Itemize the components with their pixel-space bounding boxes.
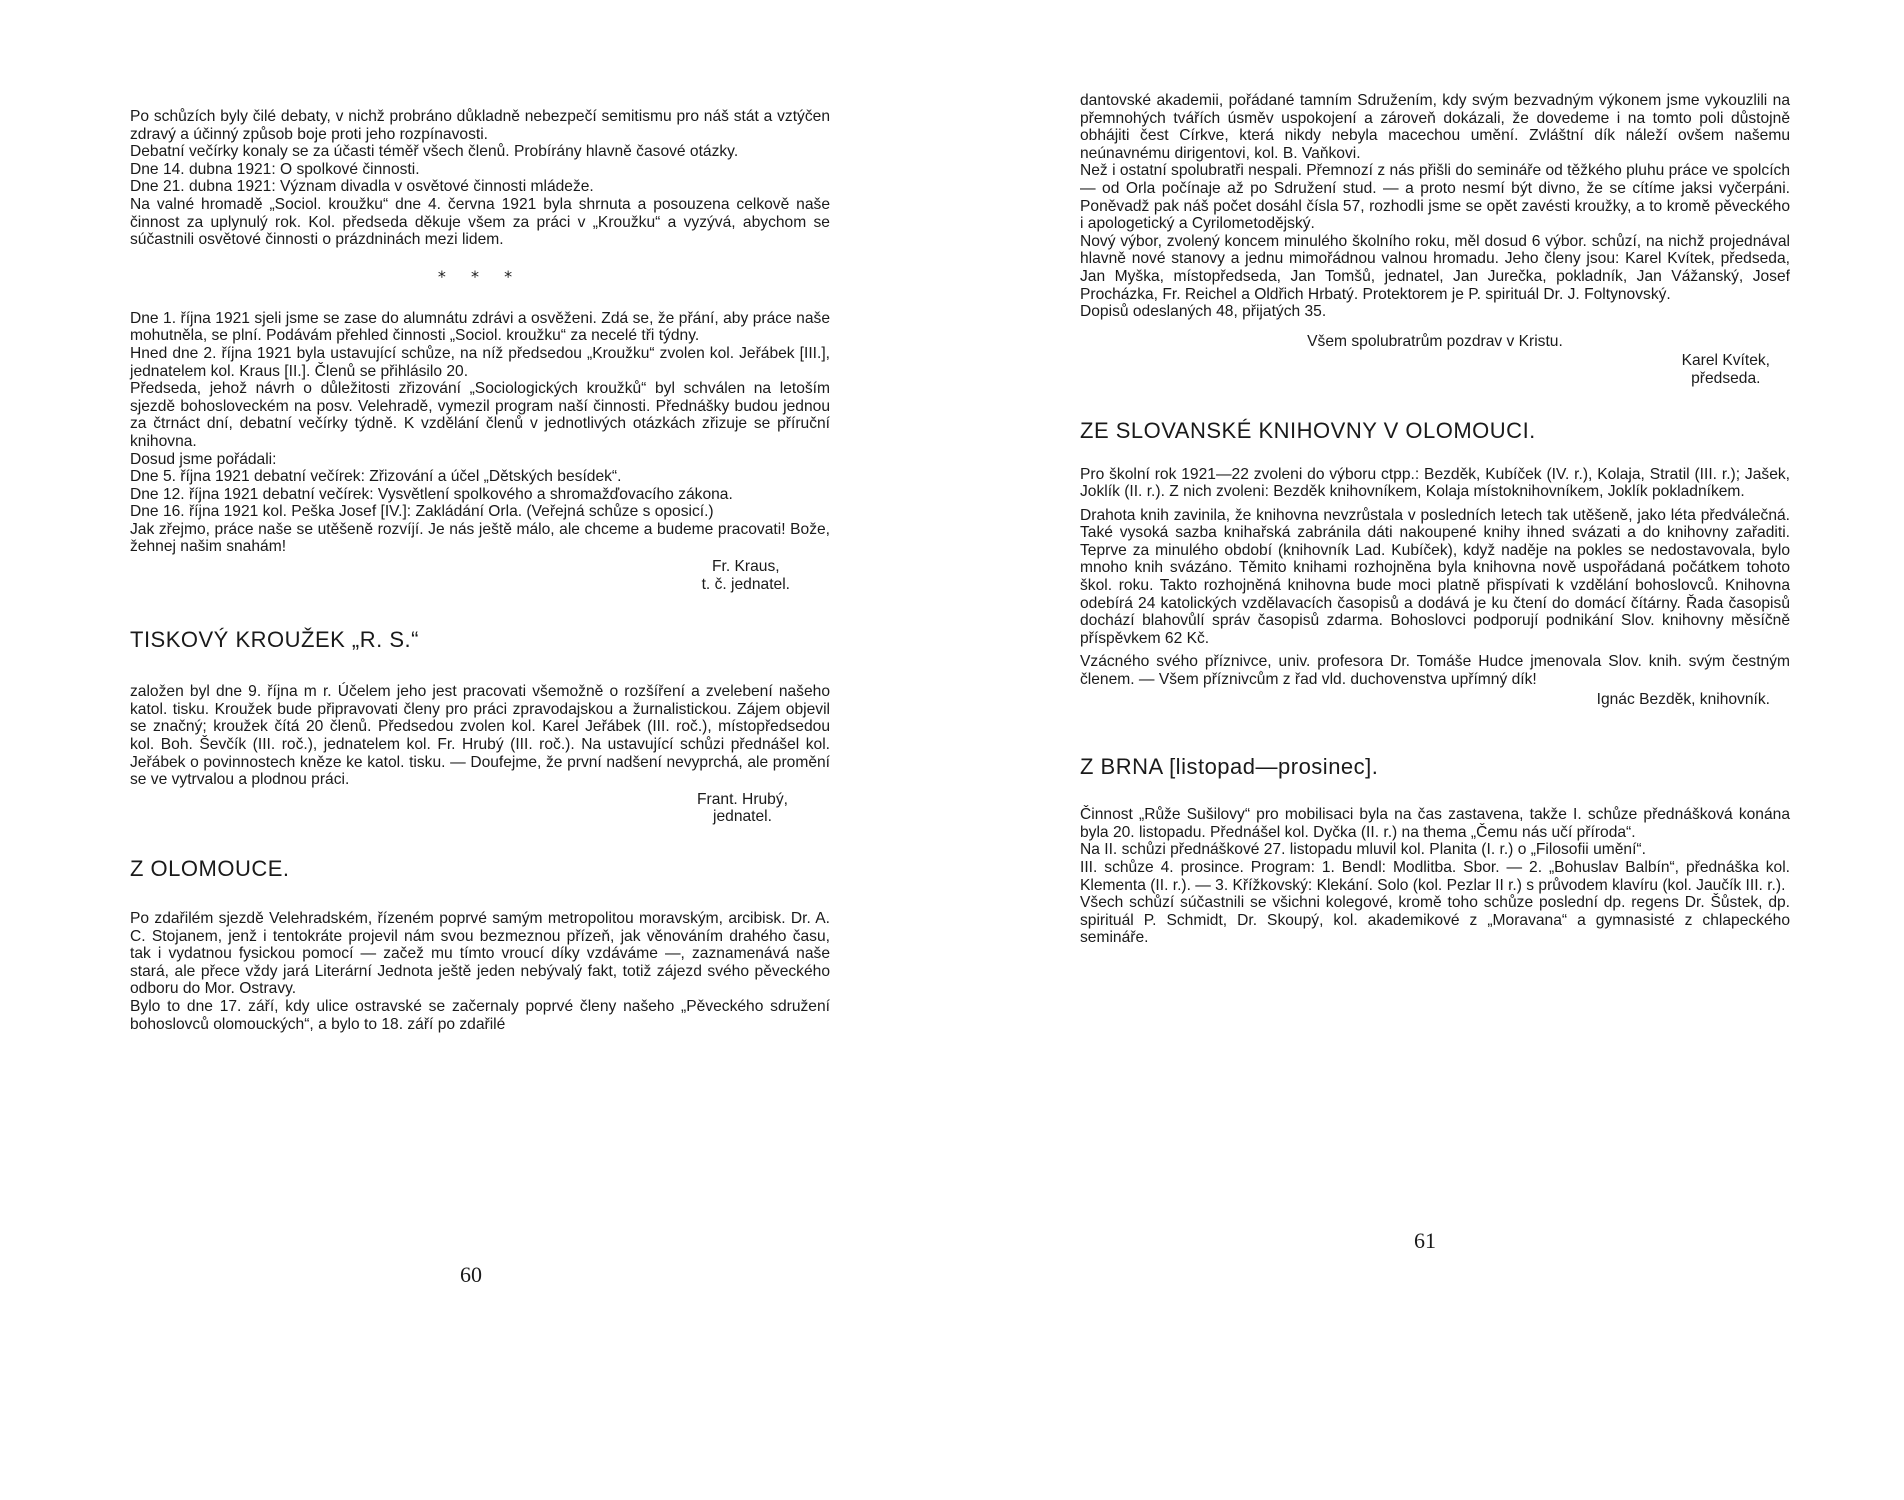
signature-name: Karel Kvítek, [1681,352,1770,370]
paragraph: Debatní večírky konaly se za účasti téměř všech členů. Probírány hlavně časové otázky. [130,143,739,161]
paragraph: Dosud jsme pořádali: [130,450,277,468]
section-divider-stars: * * * [437,266,523,286]
signature-role: jednatel. [713,808,772,826]
paragraph: Po schůzích byly čilé debaty, v nichž probráno důkladně nebezpečí semitismu pro náš stát a vztýčen zdravý a účinný způsob boje proti jeho rozpínavosti. [130,108,830,143]
paragraph: Dne 21. dubna 1921: Význam divadla v osvětové činnosti mládeže. [130,178,594,196]
paragraph: Předseda, jehož návrh o důležitosti zřizování „Sociologických kroužků“ byl schválen na letoším sjezdě bohosloveckém na posv. Velehradě, vymezil program naší činnosti. Přednášky budou jednou za čtrnáct dní, debatní večírky týdně. K vzdělání členů v jednotlivých otázkách zřizuje se příruční knihovna. [130,380,830,450]
signature-role: t. č. jednatel. [701,575,790,593]
paragraph: Na II. schůzi přednáškové 27. listopadu mluvil kol. Planita (I. r.) o „Filosofii umění“. [1080,841,1646,859]
paragraph: Dne 12. října 1921 debatní večírek: Vysvětlení spolkového a shromažďovacího zákona. [130,485,733,503]
greeting: Všem spolubratrům pozdrav v Kristu. [1307,332,1563,350]
signature-role: předseda. [1691,369,1761,387]
paragraph: Dne 16. října 1921 kol. Peška Josef [IV.]: Zakládání Orla. (Veřejná schůze s oposicí.) [130,503,714,521]
paragraph: Činnost „Růže Sušilovy“ pro mobilisaci byla na čas zastavena, takže I. schůze přednášková konána byla 20. listopadu. Přednášel kol. Dyčka (II. r.) na thema „Čemu nás učí příroda“. [1080,806,1790,841]
paragraph: Dopisů odeslaných 48, přijatých 35. [1080,303,1327,321]
paragraph: Pro školní rok 1921—22 zvoleni do výboru ctpp.: Bezděk, Kubíček (IV. r.), Kolaja, Stratil (III. r.); Jašek, Joklík (II. r.). Z nich zvoleni: Bezděk knihovníkem, Kolaja místoknihovníkem, Joklík pokladníkem. [1080,465,1790,501]
page-number: 60 [460,1262,482,1287]
signature-name: Frant. Hrubý, [697,790,788,808]
signature-name: Fr. Kraus, [711,558,780,576]
paragraph: Dne 14. dubna 1921: O spolkové činnosti. [130,160,420,178]
signature-kvitek [1080,352,1770,387]
section-heading-z-olomouce: Z OLOMOUCE. [130,856,290,881]
right-column [1080,92,1790,947]
paragraph: Dne 1. října 1921 sjeli jsme se zase do alumnátu zdrávi a osvěženi. Zdá se, že přání, aby práce naše mohutněla, se plní. Podávám přehled činnosti „Sociol. kroužku“ za necelé tři týdny. [130,309,830,345]
paragraph: Vzácného svého příznivce, univ. profesora Dr. Tomáše Hudce jmenovala Slov. knih. svým čestným členem. — Všem příznivcům z řad vld. duchovenstva upřímný dík! [1080,653,1790,689]
paragraph: Než i ostatní spolubratři nespali. Přemnozí z nás přišli do semináře od těžkého pluhu práce ve spolcích — od Orla počínaje až po Sdružení stud. — a proto nesmí být divno, že se cítíme jaksi vyčerpáni. Poněvadž pak náš počet dosáhl čísla 57, rozhodli jsme se opět zavésti kroužky, a to kromě pěveckého i apologetický a Cyrilometodějský. [1080,162,1790,233]
paragraph: Na valné hromadě „Sociol. kroužku“ dne 4. června 1921 byla shrnuta a posouzena celkově naše činnost za uplynulý rok. Kol. předseda děkuje všem za práci v „Kroužku“ a vyzývá, abychom se súčastnili osvětové činnosti o prázdninách mezi lidem. [130,195,830,249]
page-number: 61 [1414,1228,1436,1253]
paragraph: Dne 5. října 1921 debatní večírek: Zřizování a účel „Dětských besídek“. [130,468,622,486]
section-heading-z-brna: Z BRNA [listopad—prosinec]. [1080,754,1379,780]
paragraph: založen byl dne 9. října m r. Účelem jeho jest pracovati všemožně o rozšíření a zvelebení našeho katol. tisku. Kroužek bude připravovati členy pro práci zpravodajskou a žurnalistickou. Zájem objevil se značný; kroužek čítá 20 členů. Předsedou zvolen kol. Karel Jeřábek (III. roč.), místopředsedou kol. Boh. Ševčík (III. roč.), jednatelem kol. Fr. Hrubý (III. roč.). Na ustavující schůzi přednášel kol. Jeřábek o povinnostech kněze ke katol. tisku. — Doufejme, že první nadšení nevyprchá, ale promění se ve vytrvalou a plodnou práci. [130,683,830,789]
paragraph: Po zdařilém sjezdě Velehradském, řízeném poprvé samým metropolitou moravským, arcibisk. Dr. A. C. Stojanem, jenž i tentokráte projevil nám svou bezmeznou přízeň, jak věnováním drahého času, tak i vydatnou fysickou pomocí — začež mu tímto vroucí díky vzdáváme —, zaznamenává naše stará, ale přece vždy jará Literární Jednota ještě jeden nebývalý fakt, totiž zájezd svého pěveckého odboru do Mor. Ostravy. [130,910,830,998]
paragraph: Hned dne 2. října 1921 byla ustavující schůze, na níž předsedou „Kroužku“ zvolen kol. Jeřábek [III.], jednatelem kol. Kraus [II.]. Členů se přihlásilo 20. [130,344,830,380]
paragraph: Drahota knih zavinila, že knihovna nevzrůstala v posledních letech tak utěšeně, jako léta předválečná. Také vysoká sazba knihařská zabránila dáti nakoupené knihy ihned svázati a do knihovny zařaditi. Teprve za minulého období (knihovník Lad. Kubíček), když naděje na pokles se nedostavovala, bylo mnoho knih svázáno. Těmito knihami rozhojněna byla knihovna nově uspořádaná počátkem tohoto škol. roku. Takto rozhojněná knihovna bude moci platně přispívati k vzdělání bohoslovců. Knihovna odebírá 24 katolických vzdělavacích časopisů a dodává je ku čtení do domácí čítárny. Řada časopisů dochází blahovůlí správ časopisů zdarma. Bohoslovci podporují podnikání Slov. knihovny měsíčně příspěvkem 62 Kč. [1080,506,1790,647]
signature-bezdek: Ignác Bezděk, knihovník. [1596,690,1770,708]
signature-hruby [130,791,788,826]
right-page [952,0,1904,1500]
paragraph: III. schůze 4. prosince. Program: 1. Bendl: Modlitba. Sbor. — 2. „Bohuslav Balbín“, přednáška kol. Klementa (II. r.). — 3. Křížkovský: Klekání. Solo (kol. Pezlar II r.) s průvodem klavíru (kol. Jaučík III. r.). [1080,859,1790,894]
paragraph: Všech schůzí súčastnili se všichni kolegové, kromě toho schůze poslední dp. regens Dr. Šůstek, dp. spirituál P. Schmidt, Dr. Skoupý, kol. akademikové z „Moravana“ a gymnasisté z chlapeckého semináře. [1080,894,1790,947]
section-heading-slovanska-knihovna: ZE SLOVANSKÉ KNIHOVNY V OLOMOUCI. [1080,417,1536,443]
section-heading-tiskovy-krouzek: TISKOVÝ KROUŽEK „R. S.“ [130,627,419,653]
paragraph: dantovské akademii, pořádané tamním Sdružením, kdy svým bezvadným výkonem jsme vykouzlili na přemnohých tvářích úsměv uspokojení a zároveň dokázali, že dovedeme i na tomto poli důstojně obhájiti čest Církve, která nikdy nebyla macechou umění. Zvláštní dík náleží ovšem našemu neúnavnému dirigentovi, kol. B. Vaňkovi. [1080,92,1790,162]
paragraph: Jak zřejmo, práce naše se utěšeně rozvíjí. Je nás ještě málo, ale chceme a budeme pracovati! Bože, žehnej našim snahám! [130,520,830,556]
left-column [130,108,830,1033]
paragraph: Bylo to dne 17. září, kdy ulice ostravské se začernaly poprvé členy našeho „Pěveckého sdružení bohoslovců olomouckých“, a bylo to 18. září po zdařilé [130,997,830,1033]
paragraph: Nový výbor, zvolený koncem minulého školního roku, měl dosud 6 výbor. schůzí, na nichž projednával hlavně nové stanovy a jednu mimořádnou valnou hromadu. Jeho členy jsou: Karel Kvítek, předseda, Jan Myška, místopředseda, Jan Tomšů, jednatel, Jan Jurečka, pokladník, Jan Vážanský, Josef Procházka, Fr. Reichel a Oldřich Hrbatý. Protektorem je P. spirituál Dr. J. Foltynovský. [1080,232,1790,303]
signature-kraus [130,558,790,593]
